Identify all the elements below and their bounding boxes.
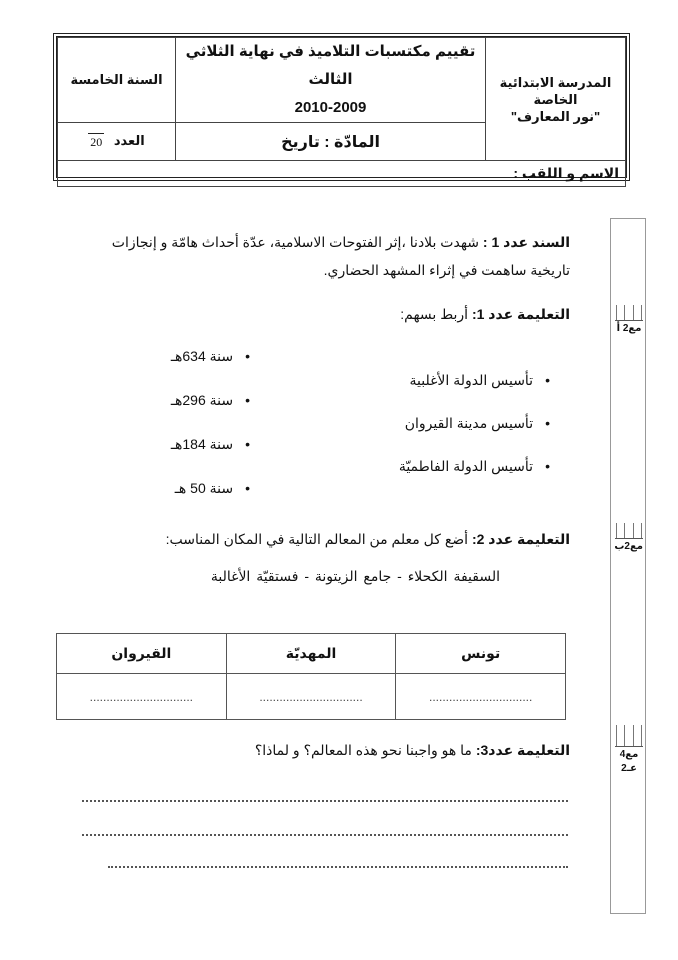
- document-1: [70, 228, 570, 284]
- document-label: السند عدد 1 :: [482, 234, 570, 250]
- exam-title: تقييم مكتسبات التلاميذ في نهاية الثلاثي الثالث: [185, 43, 476, 88]
- instruction-text: أربط بسهم:: [400, 306, 469, 322]
- answer-line[interactable]: [82, 792, 568, 802]
- answer-line[interactable]: [108, 858, 568, 868]
- instruction-1: [70, 306, 570, 323]
- criterion-label: مع4: [619, 749, 639, 760]
- date-item[interactable]: • سنة 184هـ: [171, 436, 250, 453]
- instruction-text: أضع كل معلم من المعالم التالية في المكان المناسب:: [165, 531, 469, 547]
- student-name-field[interactable]: الاسم و اللقب :: [58, 161, 626, 187]
- column-header: المهديّة: [226, 634, 396, 674]
- instruction-3: [70, 742, 570, 759]
- criterion-label: مع2ب: [614, 541, 643, 552]
- date-item[interactable]: • سنة 296هـ: [171, 392, 250, 409]
- events-list: [380, 360, 550, 480]
- score-total: 20: [90, 135, 103, 150]
- school-nickname: "نور المعارف": [510, 108, 601, 124]
- event-item[interactable]: • تأسيس الدولة الأغلبية: [410, 372, 550, 389]
- answer-blank[interactable]: ...............................: [57, 674, 227, 720]
- criterion-label: مع2 أ: [616, 323, 642, 334]
- instruction-text: ما هو واجبنا نحو هذه المعالم؟ و لماذا؟: [254, 742, 472, 758]
- event-item[interactable]: • تأسيس مدينة القيروان: [405, 415, 550, 432]
- score-label: العدد: [113, 132, 145, 148]
- column-header: القيروان: [57, 634, 227, 674]
- grading-mark-2[interactable]: [615, 523, 643, 553]
- subject: المادّة : تاريخ: [176, 123, 486, 161]
- grade-level: السنة الخامسة: [58, 38, 176, 123]
- instruction-label: التعليمة عدد 1:: [471, 306, 570, 322]
- landmarks-list: السقيفة الكحلاء - جامع الزيتونة - فستقيّة الأغالبة: [210, 568, 500, 584]
- exam-header: [53, 33, 630, 181]
- instruction-label: التعليمة عدد 2:: [471, 531, 570, 547]
- instruction-2: [70, 531, 570, 548]
- grading-mark-3[interactable]: [615, 725, 643, 775]
- school-name-cell: [486, 38, 626, 161]
- criterion-label: عـ2: [621, 763, 637, 774]
- score-cell: [58, 123, 176, 161]
- score-fraction: [88, 133, 104, 150]
- tick-boxes: [615, 523, 643, 539]
- school-name: المدرسة الابتدائية الخاصة: [499, 74, 612, 107]
- document-text: شهدت بلادنا ،إثر الفتوحات الاسلامية، عدّة أحداث هامّة و إنجازات تاريخية ساهمت في إثراء المشهد الحضاري.: [111, 234, 570, 278]
- grading-column: [610, 218, 646, 914]
- tick-boxes: [615, 725, 643, 747]
- dates-list: [150, 346, 250, 506]
- date-item[interactable]: • سنة 50 هـ: [175, 480, 250, 497]
- date-item[interactable]: • سنة 634هـ: [171, 348, 250, 365]
- answer-blank[interactable]: ...............................: [226, 674, 396, 720]
- school-year: 2010-2009: [294, 99, 367, 116]
- locations-table: [56, 633, 566, 720]
- exam-title-cell: [176, 38, 486, 123]
- answer-line[interactable]: [82, 826, 568, 836]
- tick-boxes: [615, 305, 643, 321]
- column-header: تونس: [396, 634, 566, 674]
- event-item[interactable]: • تأسيس الدولة الفاطميّة: [399, 458, 550, 475]
- answer-blank[interactable]: ...............................: [396, 674, 566, 720]
- header-table: [57, 37, 626, 187]
- instruction-label: التعليمة عدد3:: [475, 742, 570, 758]
- grading-mark-1[interactable]: [615, 305, 643, 335]
